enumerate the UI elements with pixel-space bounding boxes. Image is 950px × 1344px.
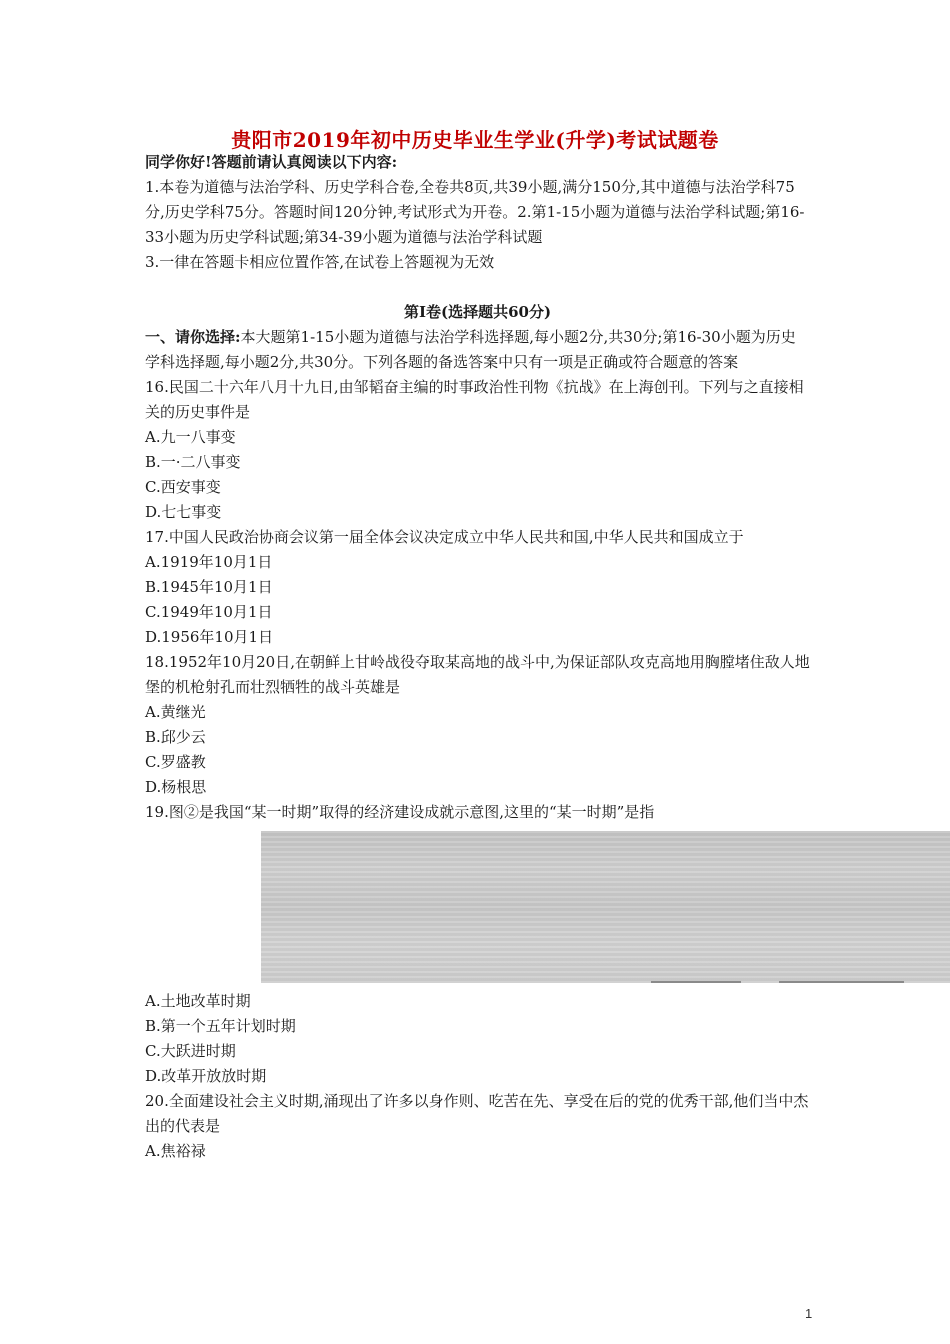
exam-content [145, 150, 810, 1164]
option-d: D.七七事变 [145, 503, 222, 521]
option-a: A.焦裕禄 [145, 1142, 206, 1160]
question-18 [145, 650, 810, 800]
option-b: B.第一个五年计划时期 [145, 1017, 296, 1035]
option-a: A.九一八事变 [145, 428, 236, 446]
section-intro-lead: 一、请你选择: [145, 328, 241, 346]
option-a: A.黄继光 [145, 703, 206, 721]
instruction-2: 3.一律在答题卡相应位置作答,在试卷上答题视为无效 [145, 253, 495, 271]
question-stem: 18.1952年10月20日,在朝鲜上甘岭战役夺取某高地的战斗中,为保证部队攻克高地用胸膛堵住敌人地堡的机枪射孔而壮烈牺牲的战斗英雄是 [145, 653, 810, 696]
section-title: 第Ⅰ卷(选择题共60分) [403, 303, 552, 321]
question-stem: 17.中国人民政治协商会议第一届全体会议决定成立中华人民共和国,中华人民共和国成立于 [145, 528, 744, 546]
question-stem: 16.民国二十六年八月十九日,由邹韬奋主编的时事政治性刊物《抗战》在上海创刊。下列与之直接相关的历史事件是 [145, 378, 804, 421]
figure-edge-line [651, 981, 741, 983]
option-b: B.邱少云 [145, 728, 206, 746]
option-a: A.1919年10月1日 [145, 553, 273, 571]
option-a: A.土地改革时期 [145, 992, 251, 1010]
option-b: B.一·二八事变 [145, 453, 241, 471]
instruction-1: 1.本卷为道德与法治学科、历史学科合卷,全卷共8页,共39小题,满分150分,其中道德与法治学科75分,历史学科75分。答题时间120分钟,考试形式为开卷。2.第1-15小题为道德与法治学科试题;第16-33小题为历史学科试题;第34-39小题为道德与法治学科试题 [145, 178, 805, 246]
question-stem: 20.全面建设社会主义时期,涌现出了许多以身作则、吃苦在先、享受在后的党的优秀干部,他们当中杰出的代表是 [145, 1092, 809, 1135]
option-c: C.1949年10月1日 [145, 603, 273, 621]
section-intro [145, 325, 810, 375]
option-c: C.大跃进时期 [145, 1042, 236, 1060]
question-20 [145, 1089, 810, 1164]
option-b: B.1945年10月1日 [145, 578, 273, 596]
option-d: D.改革开放放时期 [145, 1067, 267, 1085]
option-c: C.罗盛教 [145, 753, 206, 771]
question-19 [145, 800, 810, 1089]
option-d: D.杨根思 [145, 778, 207, 796]
greeting: 同学你好!答题前请认真阅读以下内容: [145, 153, 398, 171]
question-16 [145, 375, 810, 525]
question-stem: 19.图②是我国“某一时期”取得的经济建设成就示意图,这里的“某一时期”是指 [145, 803, 655, 821]
section-intro-text: 本大题第1-15小题为道德与法治学科选择题,每小题2分,共30分;第16-30小题为历史学科选择题,每小题2分,共30分。下列各题的备选答案中只有一项是正确或符合题意的答案 [145, 328, 796, 371]
page-number: 1 [805, 1306, 813, 1321]
option-d: D.1956年10月1日 [145, 628, 274, 646]
figure-image-placeholder [261, 831, 950, 983]
exam-title: 贵阳市2019年初中历史毕业生学业(升学)考试试题卷 [231, 128, 719, 152]
option-c: C.西安事变 [145, 478, 221, 496]
figure-edge-line [779, 981, 904, 983]
question-17 [145, 525, 810, 650]
